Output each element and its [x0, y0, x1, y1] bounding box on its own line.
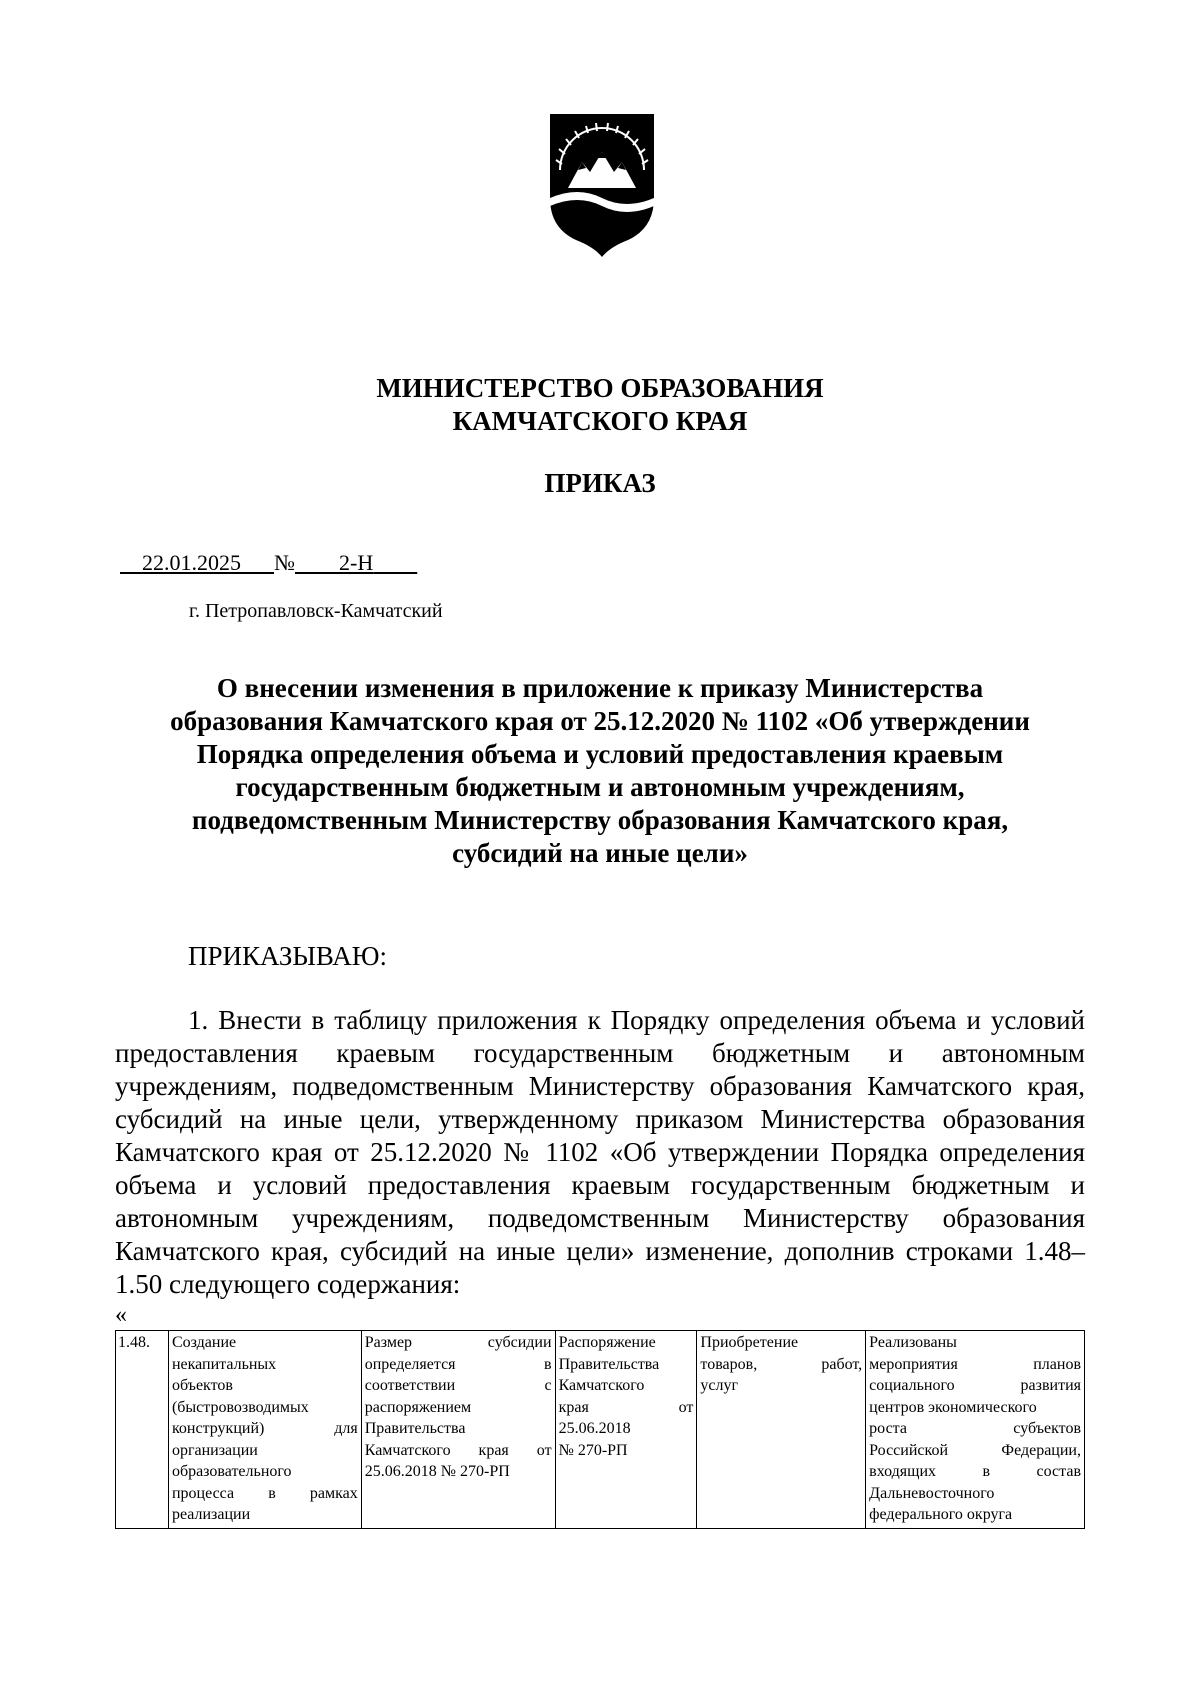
order-date: 22.01.2025: [142, 550, 241, 575]
open-quote: «: [115, 1302, 127, 1328]
paragraph-line: автономным учреждениям, подведомственным Министерству образования: [115, 1203, 1085, 1233]
order-directive: ПРИКАЗЫВАЮ:: [188, 941, 387, 971]
paragraph-line: Камчатского края, субсидий на иные цели» изменение, дополнив строками 1.48–: [115, 1236, 1085, 1266]
paragraph-line: учреждениям, подведомственным Министерству образования Камчатского края,: [115, 1071, 1085, 1101]
subject-line: подведомственным Министерству образования Камчатского края,: [191, 805, 1009, 835]
subject-line: О внесении изменения в приложение к приказу Министерства: [216, 673, 984, 703]
subject-line: Порядка определения объема и условий предоставления краевым: [196, 739, 1004, 769]
cell-legal-basis: Распоряжение Правительства Камчатского края от 25.06.2018 № 270-РП: [555, 1331, 697, 1529]
paragraph-line: Камчатского края от 25.12.2020 № 1102 «Об утверждении Порядка определения: [115, 1137, 1085, 1167]
cell-subsidy-purpose: Создание некапитальных объектов (быстровозводимых конструкций) для организации образовательного процесса в рамках реализации: [168, 1331, 361, 1529]
subject-line: государственным бюджетным и автономным учреждениям,: [235, 772, 965, 802]
number-sign: №: [274, 550, 295, 575]
row-number: 1.48.: [116, 1331, 169, 1529]
city: г. Петропавловск-Камчатский: [189, 600, 443, 622]
coat-of-arms-emblem: [548, 112, 656, 258]
paragraph-line: субсидий на иные цели, утвержденному приказом Министерства образования: [115, 1104, 1085, 1134]
table-row: [116, 1331, 1085, 1529]
cell-result: Реализованы мероприятия планов социального развития центров экономического роста субъектов Российской Федерации, входящих в состав Дальневосточного федерального округа: [866, 1331, 1085, 1529]
date-number-line: [120, 550, 417, 576]
cell-subsidy-size: Размер субсидии определяется в соответствии с распоряжением Правительства Камчатского края от 25.06.2018 № 270-РП: [361, 1331, 555, 1529]
paragraph-line: 1. Внести в таблицу приложения к Порядку определения объема и условий: [188, 1005, 1085, 1035]
document-type: ПРИКАЗ: [544, 468, 656, 498]
subject-line: образования Камчатского края от 25.12.2020 № 1102 «Об утверждении: [170, 706, 1030, 736]
order-number: 2-Н: [339, 550, 374, 575]
paragraph-line: объема и условий предоставления краевым государственным бюджетным и: [115, 1170, 1085, 1200]
paragraph-1: [115, 1004, 1085, 1301]
ministry-name-line-2: КАМЧАТСКОГО КРАЯ: [452, 406, 748, 436]
appendix-table: [115, 1330, 1085, 1529]
paragraph-line: 1.50 следующего содержания:: [115, 1269, 461, 1299]
ministry-name-line-1: МИНИСТЕРСТВО ОБРАЗОВАНИЯ: [376, 373, 824, 403]
cell-expense-type: Приобретение товаров, работ, услуг: [697, 1331, 866, 1529]
order-subject: [100, 672, 1100, 870]
paragraph-line: предоставления краевым государственным бюджетным и автономным: [115, 1038, 1085, 1068]
ministry-name: [0, 372, 1200, 438]
subject-line: субсидий на иные цели»: [452, 838, 748, 868]
